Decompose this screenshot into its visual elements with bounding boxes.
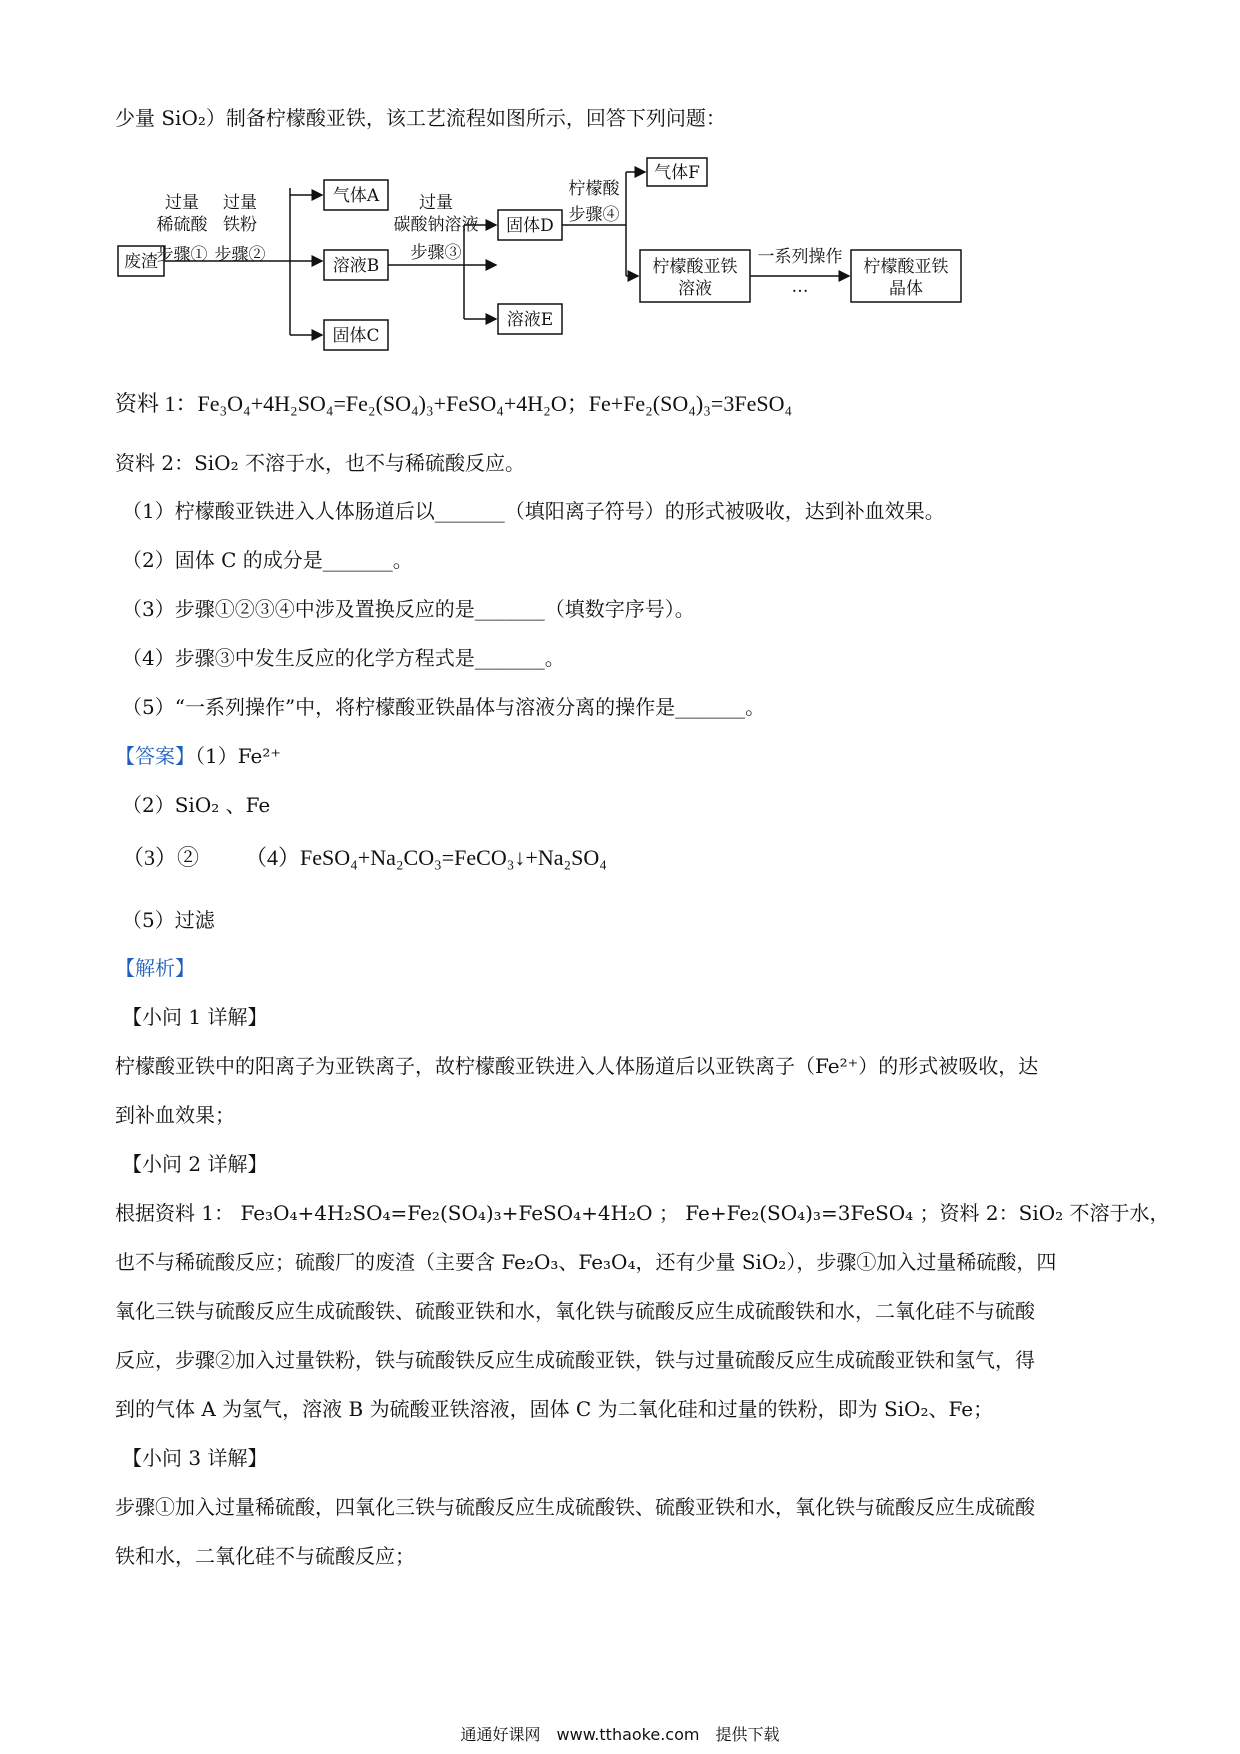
answer-4: （4）FeSO₄+Na₂CO₃=FeCO₃↓+Na₂SO₄ [245,845,607,870]
step2-reagent-2: 铁粉 [223,215,257,235]
explanation-3-line-2: 铁和水，二氧化硅不与硫酸反应； [115,1544,415,1568]
subquestion-1-heading: 【小问 1 详解】 [122,1005,268,1029]
step3-reagent-1: 过量 [419,193,453,213]
reference-1: 资料 1：Fe₃O₄+4H₂SO₄=Fe₂(SO₄)₃+FeSO₄+4H₂O；Fe+Fe₂(SO₄)₃=3FeSO₄ [115,391,793,416]
solution-e-label: 溶液E [506,310,554,330]
question-2: （2）固体 C 的成分是_______。 [122,548,413,572]
answer-row-3-4 [122,843,607,873]
explanation-2-line-4: 反应，步骤②加入过量铁粉，铁与硫酸铁反应生成硫酸亚铁，铁与过量硫酸反应生成硫酸亚铁和氢气，得 [115,1348,1035,1372]
question-5: （5）“一系列操作”中，将柠檬酸亚铁晶体与溶液分离的操作是_______。 [122,695,766,719]
explanation-1-line-2: 到补血效果； [115,1103,235,1127]
iron-citrate-solution-label-2: 溶液 [678,279,712,299]
answer-1: （1）Fe²⁺ [195,744,281,768]
step3-reagent-2: 碳酸钠溶液 [393,215,479,235]
explanation-2-line-1: 根据资料 1： Fe₃O₄+4H₂SO₄=Fe₂(SO₄)₃+FeSO₄+4H₂O ； Fe+Fe₂(SO₄)₃=3FeSO₄ ；资料 2：SiO₂ 不溶于水， [115,1201,1170,1225]
explanation-2-line-2: 也不与稀硫酸反应；硫酸厂的废渣（主要含 Fe₂O₃、Fe₃O₄，还有少量 SiO₂），步骤①加入过量稀硫酸，四 [115,1250,1057,1274]
question-4: （4）步骤③中发生反应的化学方程式是_______。 [122,646,565,670]
analysis-label: 【解析】 [115,956,195,980]
step1-reagent-1: 过量 [165,193,199,213]
step2-label: 步骤② [214,245,266,265]
reference-2: 资料 2：SiO₂ 不溶于水，也不与稀硫酸反应。 [115,451,525,475]
step1-reagent-2: 稀硫酸 [156,215,208,235]
iron-citrate-solution-label-1: 柠檬酸亚铁 [652,257,738,277]
step4-reagent: 柠檬酸 [568,179,620,199]
gas-f-label: 气体F [654,163,700,183]
subquestion-3-heading: 【小问 3 详解】 [122,1446,268,1470]
explanation-3-line-1: 步骤①加入过量稀硫酸，四氧化三铁与硫酸反应生成硫酸铁、硫酸亚铁和水，氧化铁与硫酸反应生成硫酸 [115,1495,1035,1519]
step2-reagent-1: 过量 [223,193,257,213]
iron-citrate-crystal-label-2: 晶体 [889,279,923,299]
question-3: （3）步骤①②③④中涉及置换反应的是_______（填数字序号）。 [122,597,695,621]
process-flow-diagram [100,150,1000,360]
iron-citrate-crystal-label-1: 柠檬酸亚铁 [863,257,949,277]
answer-row-1 [115,741,281,771]
page-footer: 通通好课网 www.tthaoke.com 提供下载 [460,1725,780,1744]
solution-b-label: 溶液B [332,256,380,276]
answer-5: （5）过滤 [122,908,215,932]
intro-text: 少量 SiO₂）制备柠檬酸亚铁，该工艺流程如图所示，回答下列问题： [115,106,726,130]
solid-c-label: 固体C [332,326,380,346]
explanation-1-line-1: 柠檬酸亚铁中的阳离子为亚铁离子，故柠檬酸亚铁进入人体肠道后以亚铁离子（Fe²⁺）的形式被吸收，达 [115,1054,1039,1078]
explanation-2-line-5: 到的气体 A 为氢气，溶液 B 为硫酸亚铁溶液，固体 C 为二氧化硅和过量的铁粉，即为 SiO₂、Fe； [115,1397,994,1421]
subquestion-2-heading: 【小问 2 详解】 [122,1152,268,1176]
question-1: （1）柠檬酸亚铁进入人体肠道后以_______（填阳离子符号）的形式被吸收，达到补血效果。 [122,499,945,523]
answer-3: （3）② [122,845,200,870]
step5-label: 一系列操作 [757,247,843,267]
gas-a-label: 气体A [332,186,380,206]
answer-2: （2）SiO₂ 、Fe [122,793,271,817]
answer-label: 【答案】 [115,744,195,768]
explanation-2-line-3: 氧化三铁与硫酸反应生成硫酸铁、硫酸亚铁和水，氧化铁与硫酸反应生成硫酸铁和水，二氧化硅不与硫酸 [115,1299,1035,1323]
waste-label: 废渣 [124,252,158,272]
step1-label: 步骤① [156,245,208,265]
step5-ellipsis: … [791,277,809,297]
step4-label: 步骤④ [568,205,620,225]
solid-d-label: 固体D [506,216,554,236]
step3-label: 步骤③ [410,243,462,263]
